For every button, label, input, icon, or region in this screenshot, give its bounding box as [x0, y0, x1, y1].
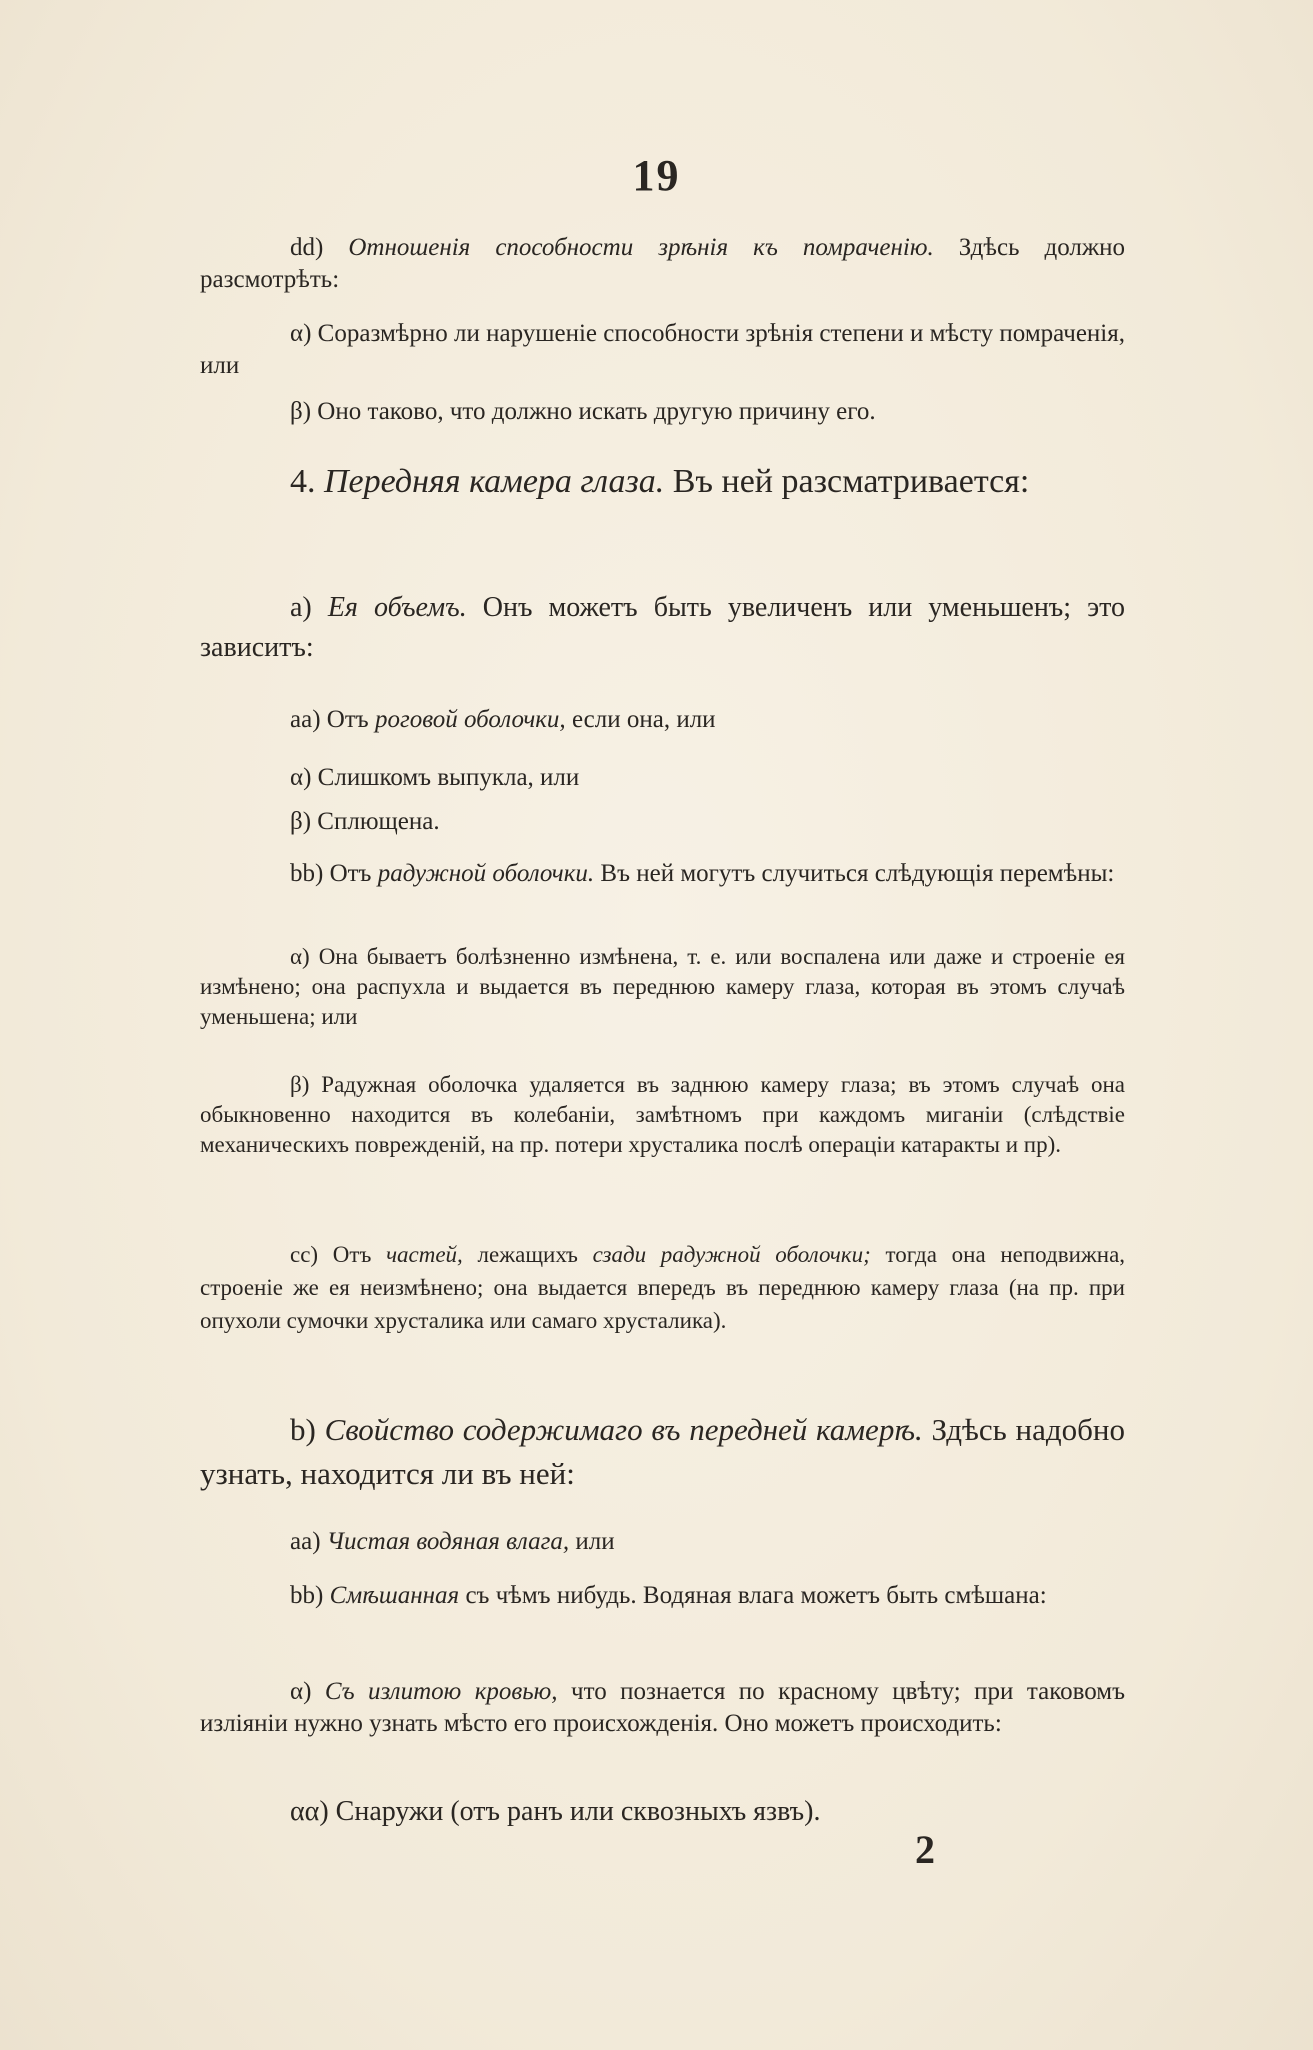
cc-paragraph: [200, 1238, 1125, 1337]
signature-mark: 2: [915, 1827, 935, 1872]
bb-alpha-text: α) Она бываетъ болѣзненно измѣнена, т. е. или воспалена или даже и строеніе ея измѣнено; она распухла и выдается въ переднюю камеру глаза, которая въ этомъ случаѣ уменьшена; или: [200, 944, 1125, 1029]
aa-prefix: aa) Отъ: [290, 706, 369, 733]
section-4-number: 4.: [290, 463, 316, 500]
b-aa2-text: αα) Снаружи (отъ ранъ или сквозныхъ язвъ).: [290, 1796, 821, 1827]
bb-beta-text: β) Радужная оболочка удаляется въ заднюю камеру глаза; въ этомъ случаѣ она обыкновенно находится въ колебаніи, замѣтномъ при каждомъ миганіи (слѣдствіе механическихъ поврежденій, на пр. потери хрусталика послѣ операціи катаракты и пр).: [200, 1072, 1125, 1157]
a-title: Ея объемъ.: [327, 592, 467, 623]
aa-beta-text: β) Сплющена.: [290, 808, 440, 835]
section-4-heading: [200, 458, 1125, 506]
dd-alpha-text: α) Соразмѣрно ли нарушеніе способности зрѣнія степени и мѣсту помраченія, или: [200, 320, 1125, 379]
aa-alpha-text: α) Слишкомъ выпукла, или: [290, 764, 580, 791]
aa-alpha-paragraph: [200, 762, 1125, 794]
dd-beta-text: β) Оно таково, что должно искать другую причину его.: [290, 398, 876, 425]
bb-paragraph: [200, 858, 1125, 890]
a-label: a): [290, 592, 312, 623]
cc-term1: частей,: [386, 1242, 463, 1267]
cc-mid: лежащихъ: [477, 1242, 578, 1267]
aa-beta-paragraph: [200, 806, 1125, 838]
b-bb-term: Смѣшанная: [329, 1582, 460, 1609]
bb-term: радужной оболочки.: [377, 860, 595, 887]
section-4-title: Передняя камера глаза.: [324, 463, 665, 500]
bb-rest: Въ ней могутъ случиться слѣдующія перемѣны:: [600, 860, 1115, 887]
bb-prefix: bb) Отъ: [290, 860, 372, 887]
b-aa-text: Чистая водяная влага,: [326, 1528, 570, 1555]
bb-alpha-paragraph: [200, 942, 1125, 1032]
dd-heading-paragraph: [200, 232, 1125, 296]
b-title: Свойство содержимаго въ передней камерѣ.: [324, 1412, 923, 1447]
b-alpha-term: Съ излитою кровью,: [324, 1678, 558, 1705]
b-alpha-rest: что познается по красному цвѣту; при таковомъ изліяніи нужно узнать мѣсто его происхожденія. Оно можетъ происходить:: [200, 1678, 1125, 1737]
dd-beta-paragraph: [200, 396, 1125, 428]
b-bb-label: bb): [290, 1582, 324, 1609]
a-paragraph: [200, 588, 1125, 668]
b-rest: Здѣсь надобно узнать, находится ли въ ней:: [200, 1412, 1125, 1491]
aa-rest: если она, или: [571, 706, 716, 733]
b-alpha-label: α): [290, 1678, 312, 1705]
b-aa-paragraph: [200, 1526, 1125, 1558]
b-label: b): [290, 1412, 316, 1447]
b-bb-rest: съ чѣмъ нибудь. Водяная влага можетъ быть смѣшана:: [465, 1582, 1047, 1609]
aa-paragraph: [200, 704, 1125, 736]
b-aa2-paragraph: [200, 1792, 1125, 1832]
b-alpha-paragraph: [200, 1676, 1125, 1740]
dd-paragraph: [200, 232, 1125, 296]
cc-rest: тогда она неподвижна, строеніе же ея неизмѣнено; она выдается впередъ въ переднюю камеру глаза (на пр. при опухоли сумочки хрусталика или самаго хрусталика).: [200, 1242, 1126, 1333]
b-aa-label: aa): [290, 1528, 321, 1555]
bb-beta-paragraph: [200, 1070, 1125, 1160]
b-aa-rest: или: [575, 1528, 615, 1555]
a-rest: Онъ можетъ быть увеличенъ или уменьшенъ; это зависитъ:: [200, 592, 1126, 663]
b-bb-paragraph: [200, 1580, 1125, 1612]
cc-prefix: cc) Отъ: [290, 1242, 372, 1267]
page-number: 19: [632, 151, 681, 200]
cc-term2: сзади радужной оболочки;: [592, 1242, 871, 1267]
dd-alpha-paragraph: [200, 318, 1125, 382]
b-paragraph: [200, 1408, 1125, 1496]
dd-title: Отношенія способности зрѣнія къ помраченію.: [348, 234, 934, 261]
section-4-rest: Въ ней разсматривается:: [672, 463, 1030, 500]
aa-term: роговой оболочки,: [374, 706, 566, 733]
dd-rest: Здѣсь должно разсмотрѣть:: [200, 234, 1126, 293]
dd-label: dd): [290, 234, 324, 261]
